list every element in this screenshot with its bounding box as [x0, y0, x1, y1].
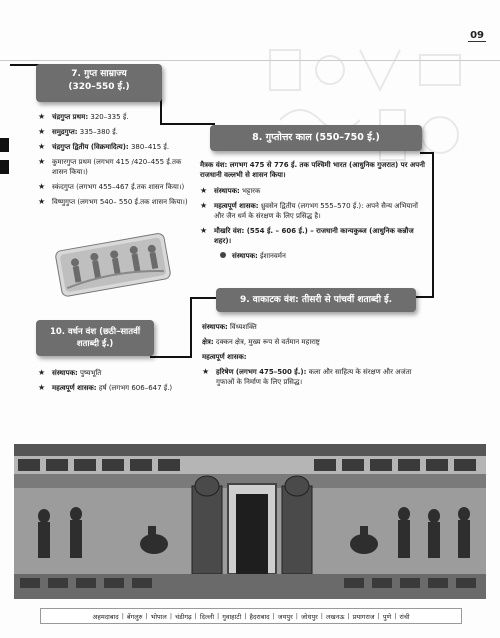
footer-separator: |: [394, 612, 397, 620]
section10-period: शताब्दी ई.): [76, 339, 114, 349]
section7-title: गुप्त साम्राज्य: [84, 69, 127, 79]
item-text: 320–335 ई.: [88, 113, 129, 121]
list-item: [38, 182, 188, 192]
connector-line: [150, 356, 192, 358]
item-text: भट्टारक: [239, 187, 261, 195]
footer-city: जोधपुर: [300, 612, 318, 621]
egyptian-temple-frieze-image: [14, 444, 486, 599]
footer-separator: |: [194, 612, 197, 620]
item-label: संस्थापक:: [52, 369, 78, 377]
star-bullet-icon: ★: [38, 197, 46, 206]
footer-separator: |: [217, 612, 220, 620]
star-bullet-icon: ★: [38, 383, 46, 392]
section7-period: (320–550 ई.): [68, 82, 130, 92]
footer-city: चंडीगढ़: [175, 612, 192, 621]
list-item: [200, 226, 426, 246]
star-bullet-icon: ★: [200, 186, 208, 195]
star-bullet-icon: ★: [38, 157, 46, 166]
gupta-coin-relief-image: [50, 230, 175, 300]
footer-city: जयपुर: [277, 612, 293, 621]
edge-tab-mark: [0, 138, 9, 152]
item-label: हरिषेण (लगभग 475–500 ई.):: [216, 368, 307, 376]
connector-line: [432, 152, 434, 297]
footer-separator: |: [320, 612, 323, 620]
section10-list: [38, 368, 183, 398]
item-label: महत्वपूर्ण शासक:: [214, 202, 259, 210]
star-bullet-icon: ★: [200, 226, 208, 235]
footer-separator: |: [145, 612, 148, 620]
list-item: [200, 186, 426, 196]
footer-city: हैदराबाद: [249, 612, 270, 621]
section7-list: [38, 112, 188, 212]
item-text: पुष्यभूति: [77, 369, 102, 377]
star-bullet-icon: ★: [38, 182, 46, 191]
list-item: [202, 367, 432, 387]
section10-title: वर्धन वंश (छठी–सातवीं: [67, 327, 141, 337]
footer-separator: |: [169, 612, 173, 620]
section9-number: 9.: [239, 295, 250, 305]
item-text: हर्ष (लगभग 606–647 ई.): [96, 384, 173, 392]
item-label: समुद्रगुप्त:: [52, 128, 78, 136]
footer-separator: |: [244, 612, 247, 620]
edge-tab-mark: [0, 160, 9, 174]
star-bullet-icon: ★: [38, 142, 46, 151]
section8-content: [200, 160, 426, 261]
star-bullet-icon: ★: [202, 367, 210, 376]
section9-content: [202, 322, 432, 392]
section9-title: वाकाटक वंश: तीसरी से पांचवीं शताब्दी ई.: [252, 295, 393, 305]
page-number: 09: [470, 30, 484, 41]
star-bullet-icon: ★: [38, 127, 46, 136]
item-text: दक्कन क्षेत्र, मुख्य रूप से वर्तमान महाराष्ट्र: [213, 338, 320, 346]
item-text: विंध्यशक्ति: [227, 323, 257, 331]
item-text: 380–415 ई.: [128, 143, 170, 151]
item-text: स्कंदगुप्त (लगभग 455–467 ई.तक शासन किया।): [52, 183, 185, 191]
list-item: [38, 383, 183, 393]
footer-city: बेंगलुरु: [126, 612, 143, 621]
vakataka-rulers-label: [202, 352, 432, 362]
item-text: ईशानवर्मन: [257, 252, 286, 260]
section7-heading: [36, 64, 162, 102]
maitraka-intro: मैत्रक वंश: लगभग 475 से 776 ई. तक पश्चिमी भारत (आधुनिक गुजरात) पर अपनी राजधानी वल्लभी से शासन किया।: [200, 161, 425, 179]
footer-separator: |: [347, 612, 350, 620]
star-bullet-icon: ★: [38, 368, 46, 377]
item-label: महत्वपूर्ण शासक:: [52, 384, 97, 392]
item-label: संस्थापक:: [232, 252, 258, 260]
footer-separator: |: [295, 612, 298, 620]
footer-separator: |: [121, 612, 124, 620]
item-text: 335–380 ई.: [77, 128, 118, 136]
footer-city: दिल्ली: [199, 612, 215, 621]
item-text: (554 ई. – 606 ई.) – राजधानी कान्यकुब्ज (आधुनिक कन्नौज शहर)।: [214, 227, 414, 245]
item-text: ध्रुवसेन द्वितीय (लगभग 555–570 ई.): अपने सैन्य अभियानों और जैन धर्म के संरक्षण के लिए प्रसिद्ध है।: [214, 202, 418, 220]
vakataka-region: [202, 337, 432, 347]
list-item: [38, 112, 188, 122]
connector-line: [190, 297, 192, 357]
dot-bullet-icon: [220, 252, 226, 258]
background-hieroglyph-pattern: [260, 40, 480, 180]
item-label: क्षेत्र:: [202, 338, 214, 346]
footer-city: प्रयागराज: [352, 612, 375, 621]
footer-city-list: [40, 608, 462, 624]
list-item: [200, 201, 426, 221]
item-label: संस्थापक:: [202, 323, 228, 331]
footer-city: गुवाहाटी: [222, 612, 242, 621]
item-label: मौखरि वंश:: [214, 227, 245, 235]
footer-separator: |: [377, 612, 380, 620]
list-item: [38, 368, 183, 378]
footer-city: लखनऊ: [326, 612, 345, 621]
item-label: महत्वपूर्ण शासक:: [202, 353, 247, 361]
footer-city: भोपाल: [150, 612, 167, 621]
header-rule: [0, 60, 500, 61]
section10-heading: [36, 320, 154, 356]
item-label: संस्थापक:: [214, 187, 240, 195]
footer-city: अहमदाबाद: [92, 612, 119, 621]
item-text: कला और साहित्य के संरक्षण और अजंता गुफाओं के निर्माण के लिए प्रसिद्ध।: [216, 368, 412, 386]
footer-city: रांची: [399, 612, 410, 621]
star-bullet-icon: ★: [200, 201, 208, 210]
section7-number: 7.: [71, 69, 81, 79]
section8-number: 8.: [252, 132, 263, 143]
list-item: [38, 127, 188, 137]
section10-number: 10.: [49, 327, 66, 337]
section8-heading: [210, 125, 422, 151]
section9-heading: [216, 288, 416, 312]
vakataka-founder: [202, 322, 432, 332]
section8-title: गुप्तोत्तर काल (550–750 ई.): [265, 132, 380, 143]
list-item: [38, 157, 188, 177]
item-label: चंद्रगुप्त प्रथम:: [52, 113, 89, 121]
item-text: विष्णुगुप्त (लगभग 540– 550 ई.तक शासन किया।): [52, 198, 188, 206]
item-text: कुमारगुप्त प्रथम (लगभग 415 /420–455 ई.तक शासन किया।): [52, 158, 182, 176]
list-item: [38, 142, 188, 152]
list-item: [38, 197, 188, 207]
item-label: चंद्रगुप्त द्वितीय (विक्रमादित्य):: [52, 143, 129, 151]
sub-list-item: [218, 251, 426, 261]
star-bullet-icon: ★: [38, 112, 46, 121]
footer-separator: |: [272, 612, 275, 620]
connector-line: [414, 296, 434, 298]
footer-city: पुणे: [382, 612, 392, 621]
